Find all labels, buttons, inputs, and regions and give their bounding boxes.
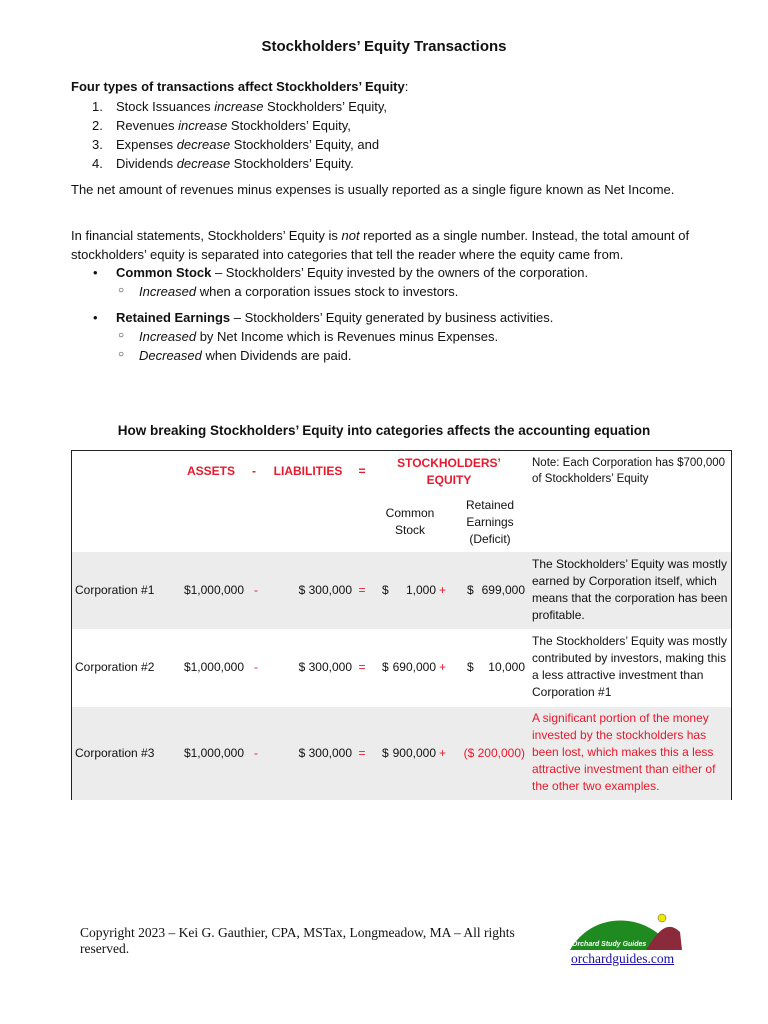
sub-bullet-text: when a corporation issues stock to investors. (196, 284, 459, 299)
list-number: 2. (92, 118, 103, 133)
list-text: Stockholders’ Equity. (230, 156, 354, 171)
list-item (92, 135, 387, 154)
header-assets: ASSETS (186, 464, 235, 478)
list-text: Revenues (116, 118, 179, 133)
list-item (92, 154, 387, 173)
minus-sign: - (254, 660, 258, 674)
corp-name: Corporation #3 (75, 746, 155, 760)
copyright-notice: Copyright 2023 – Kei G. Gauthier, CPA, MSTax, Longmeadow, MA – All rights reserved. (80, 925, 515, 956)
common-stock-value: 690,000 (392, 660, 436, 674)
paragraph-text: reported as a single number. Instead, the total amount of stockholders’ equity is separated into categories that tell the reader where the equity came from. (71, 228, 690, 262)
sub-bullet-text: by Net Income which is Revenues minus Expenses. (196, 329, 499, 344)
bullet-common-stock (93, 263, 736, 282)
header-stockholders-equity: STOCKHOLDERS’ EQUITY (397, 456, 501, 487)
circle-bullet-icon: ○ (118, 285, 125, 296)
list-number: 3. (92, 137, 103, 152)
list-text: Stockholders’ Equity, (227, 118, 351, 133)
bullet-text: – Stockholders’ Equity invested by the owners of the corporation. (211, 265, 589, 280)
bullet-term: Common Stock (116, 265, 212, 280)
retained-dollar: $ (467, 583, 474, 597)
plus-sign: + (439, 746, 447, 760)
header-minus: - (252, 464, 256, 478)
plus-sign: + (439, 660, 447, 674)
list-emphasis: decrease (176, 156, 231, 171)
list-emphasis: increase (178, 118, 228, 133)
net-income-paragraph: The net amount of revenues minus expenses is usually reported as a single figure known as Net Income. (71, 182, 675, 197)
header-liabilities: LIABILITIES (273, 464, 343, 478)
assets-value: $1,000,000 (183, 660, 244, 674)
minus-sign: - (254, 746, 258, 760)
sub-bullet-text: when Dividends are paid. (201, 348, 352, 363)
equals-sign: = (358, 583, 366, 597)
header-equals: = (358, 464, 366, 478)
bullet-text: – Stockholders’ Equity generated by business activities. (230, 310, 554, 325)
list-text: Stockholders’ Equity, and (230, 137, 380, 152)
header-note: Note: Each Corporation has $700,000 of Stockholders’ Equity (532, 457, 726, 485)
equity-table (71, 450, 732, 800)
row-note: The Stockholders’ Equity was mostly earned by Corporation itself, which means that the corporation has been profitable. (532, 557, 728, 622)
common-stock-dollar: $ (382, 660, 389, 674)
liabilities-value: $ 300,000 (298, 660, 352, 674)
retained-value: 10,000 (488, 660, 525, 674)
paragraph-text: In financial statements, Stockholders’ Equity is (71, 228, 342, 243)
common-stock-value: 900,000 (392, 746, 436, 760)
list-text: Stockholders’ Equity, (263, 99, 387, 114)
sub-bullet-emphasis: Increased (139, 329, 197, 344)
page-title: Stockholders’ Equity Transactions (261, 38, 507, 55)
sub-bullet (118, 282, 739, 301)
intro-heading: Four types of transactions affect Stockholders’ Equity (71, 79, 405, 94)
liabilities-value: $ 300,000 (298, 583, 352, 597)
bullet-retained-earnings (93, 308, 736, 327)
equals-sign: = (358, 660, 366, 674)
equals-sign: = (358, 746, 366, 760)
list-emphasis: increase (214, 99, 264, 114)
assets-value: $1,000,000 (183, 746, 244, 760)
retained-value: 699,000 (481, 583, 525, 597)
logo-sun (658, 914, 666, 922)
list-emphasis: decrease (176, 137, 231, 152)
circle-bullet-icon: ○ (118, 330, 125, 341)
table-caption: How breaking Stockholders’ Equity into categories affects the accounting equation (117, 423, 651, 438)
logo-text: Orchard Study Guides (572, 941, 647, 948)
sub-bullet (118, 346, 739, 365)
list-text: Stock Issuances (116, 99, 215, 114)
list-item (92, 97, 387, 116)
common-stock-dollar: $ (382, 583, 389, 597)
list-number: 4. (92, 156, 103, 171)
liabilities-value: $ 300,000 (298, 746, 352, 760)
intro-heading-colon: : (404, 79, 409, 94)
sub-bullet (118, 327, 739, 346)
common-stock-value: 1,000 (405, 583, 436, 597)
list-text: Dividends (116, 156, 177, 171)
minus-sign: - (254, 583, 258, 597)
list-text: Expenses (116, 137, 177, 152)
assets-value: $1,000,000 (183, 583, 244, 597)
orchardguides-link[interactable]: orchardguides.com (571, 951, 675, 966)
bullet-term: Retained Earnings (116, 310, 231, 325)
bullet-icon: • (93, 310, 98, 325)
orchard-logo (568, 910, 688, 954)
row-note: The Stockholders’ Equity was mostly contributed by investors, making this a less attractive investment than Corporation #1 (532, 634, 727, 699)
retained-dollar: $ (467, 660, 474, 674)
sub-bullet-emphasis: Increased (139, 284, 197, 299)
row-note-warning: A significant portion of the money invested by the stockholders has been lost, which makes this a less attractive investment than either of the other two examples. (532, 711, 716, 793)
intro-heading-line (71, 77, 741, 96)
plus-sign: + (439, 583, 447, 597)
circle-bullet-icon: ○ (118, 349, 125, 360)
financial-paragraph (71, 226, 741, 264)
paragraph-emphasis: not (341, 228, 360, 243)
retained-value-deficit: ($ 200,000) (463, 746, 525, 760)
common-stock-dollar: $ (382, 746, 389, 760)
bullet-icon: • (93, 265, 98, 280)
sub-bullet-emphasis: Decreased (139, 348, 202, 363)
list-number: 1. (92, 99, 103, 114)
header-common-stock: Common Stock (385, 506, 435, 537)
transaction-types-list (71, 97, 387, 173)
header-retained-earnings: Retained Earnings (Deficit) (465, 498, 515, 546)
corp-name: Corporation #2 (75, 660, 155, 674)
corp-name: Corporation #1 (75, 583, 155, 597)
list-item (92, 116, 387, 135)
